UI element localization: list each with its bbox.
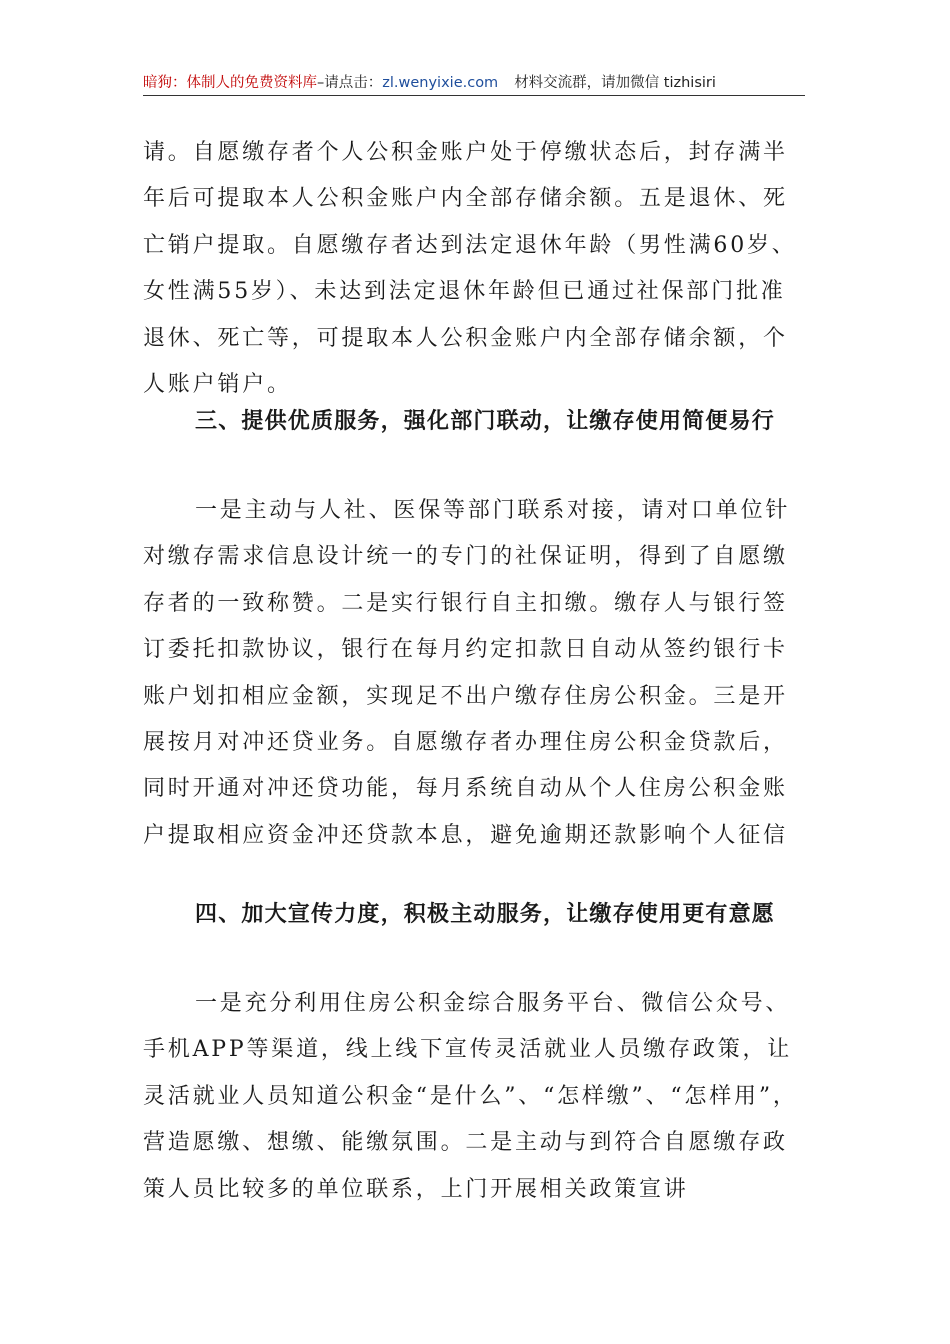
header-url-link[interactable]: zl.wenyixie.com	[382, 75, 499, 91]
page-header	[143, 71, 805, 95]
section-four-heading	[143, 893, 808, 937]
section-four-body	[143, 981, 808, 1213]
header-divider	[143, 95, 805, 96]
heading-three: 三、提供优质服务，强化部门联动，让缴存使用简便易行	[195, 409, 776, 434]
header-brand: 暗狗：体制人的免费资料库	[143, 75, 317, 91]
paragraph-withdraw: 请。自愿缴存者个人公积金账户处于停缴状态后，封存满半年后可提取本人公积金账户内全部存储余额。五是退休、死亡销户提取。自愿缴存者达到法定退休年龄（男性满60岁、女性满55岁）、未达到法定退休年龄但已通过社保部门批准退休、死亡等，可提取本人公积金账户内全部存储余额，个人账户销户。	[143, 140, 797, 398]
heading-four: 四、加大宣传力度，积极主动服务，让缴存使用更有意愿	[195, 902, 776, 927]
header-note: 材料交流群，请加微信 tizhisiri	[514, 75, 716, 91]
section-three-heading	[143, 400, 808, 444]
paragraph-service: 一是主动与人社、医保等部门联系对接，请对口单位针对缴存需求信息设计统一的专门的社保证明，得到了自愿缴存者的一致称赞。二是实行银行自主扣缴。缴存人与银行签订委托扣款协议，银行在每月约定扣款日自动从签约银行卡账户划扣相应金额，实现足不出户缴存住房公积金。三是开展按月对冲还贷业务。自愿缴存者办理住房公积金贷款后，同时开通对冲还贷功能，每月系统自动从个人住房公积金账户提取相应资金冲还贷款本息，避免逾期还款影响个人征信	[143, 498, 791, 848]
paragraph-publicity: 一是充分利用住房公积金综合服务平台、微信公众号、手机APP等渠道，线上线下宣传灵活就业人员缴存政策，让灵活就业人员知道公积金“是什么”、“怎样缴”、“怎样用”，营造愿缴、想缴、能缴氛围。二是主动与到符合自愿缴存政策人员比较多的单位联系，上门开展相关政策宣讲	[143, 991, 798, 1202]
section-three-body	[143, 488, 808, 859]
section-retire-withdraw	[143, 130, 808, 408]
header-prompt: –请点击：	[317, 75, 383, 91]
